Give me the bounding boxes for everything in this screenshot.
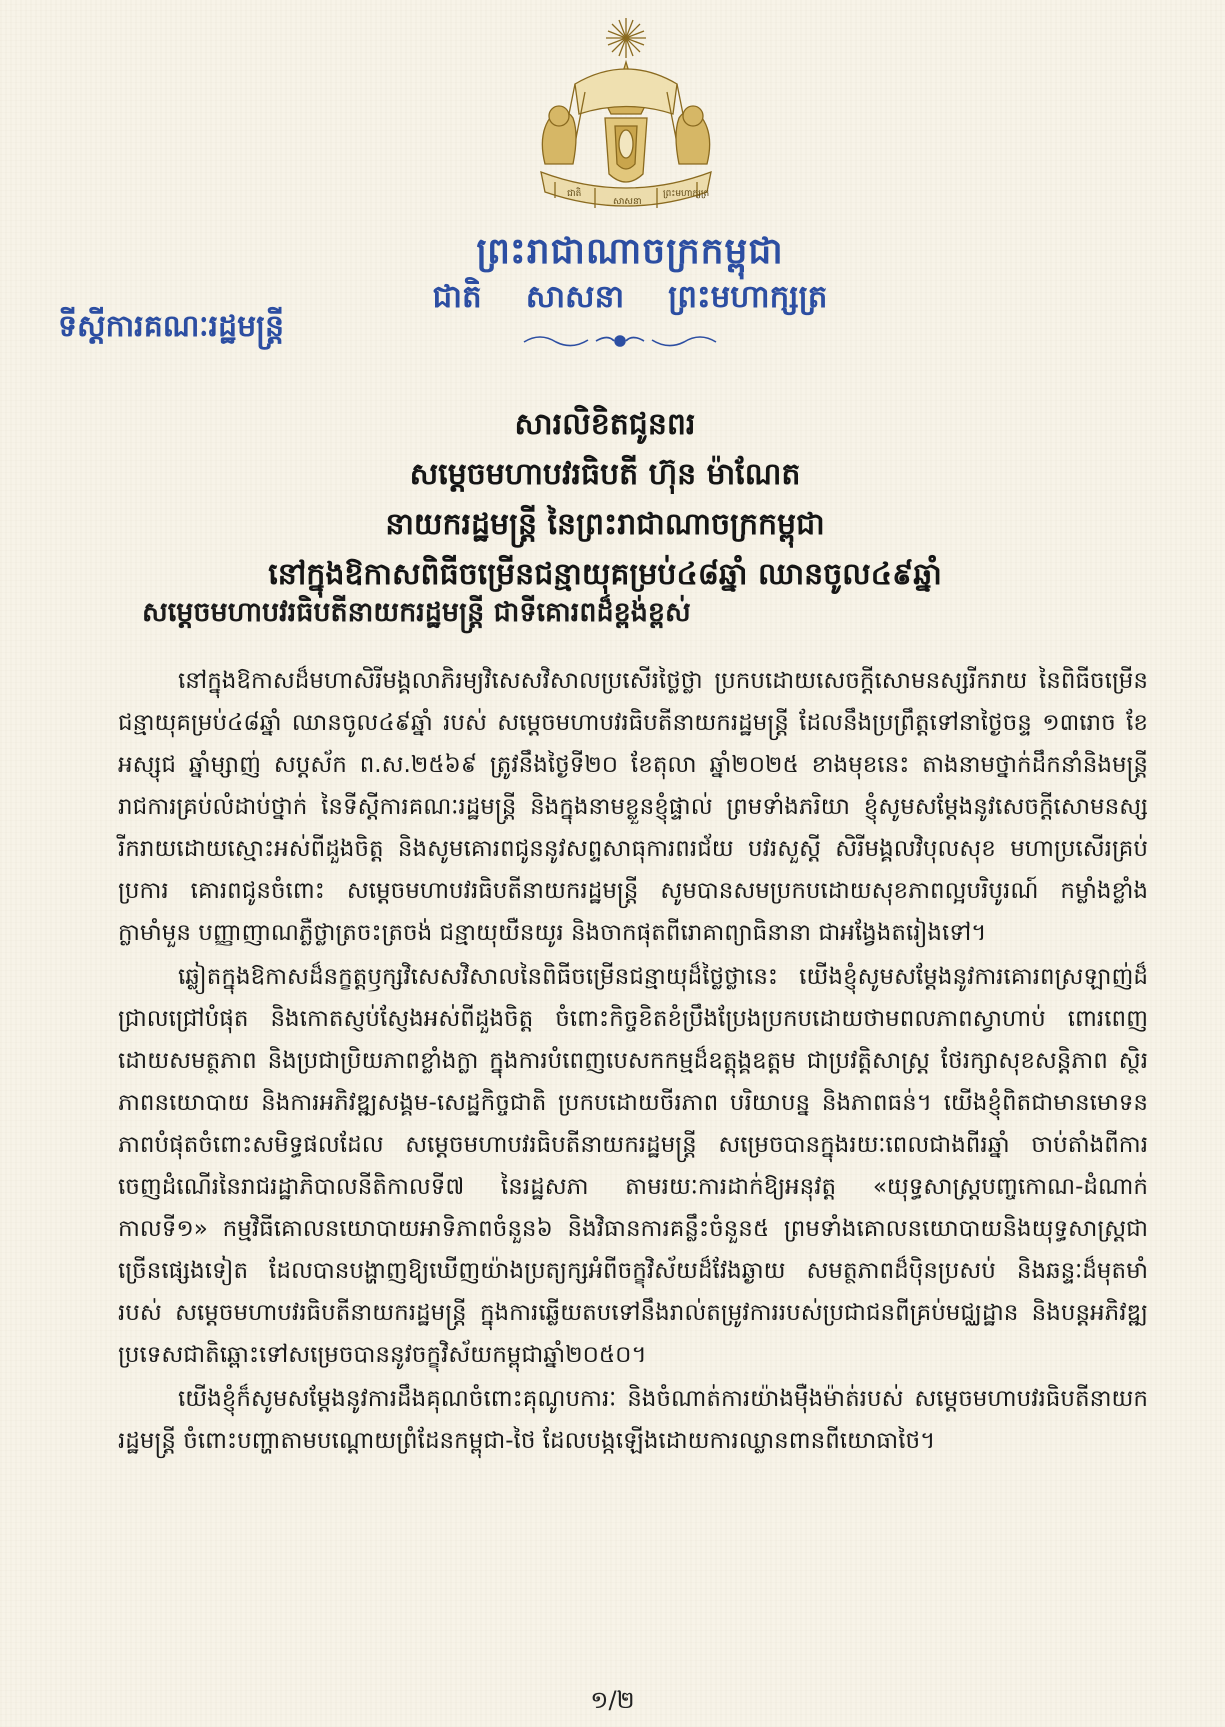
body-paragraph: ឆ្លៀតក្នុងឱកាសដ៏នក្ខត្តឫក្សវិសេសវិសាលនៃពិធីចម្រើនជន្មាយុដ៏ថ្លៃថ្លានេះ យើងខ្ញុំសូមសម្តែងនូវការគោរពស្រឡាញ់ដ៏ជ្រាលជ្រៅបំផុត និងកោតស្ញប់ស្ញែងអស់ពីដួងចិត្ត ចំពោះកិច្ចខិតខំប្រឹងប្រែងប្រកបដោយថាមពលភាពស្វាហាប់ ពោរពេញដោយសមត្ថភាព និងប្រជាប្រិយភាពខ្លាំងក្លា ក្នុងការបំពេញបេសកកម្មដ៏ឧត្តុង្គឧត្តម ជាប្រវត្តិសាស្ត្រ ថែរក្សាសុខសន្តិភាព ស្ថិរភាពនយោបាយ និងការអភិវឌ្ឍសង្គម-សេដ្ឋកិច្ចជាតិ ប្រកបដោយចីរភាព បរិយាបន្ន និងភាពធន់។ យើងខ្ញុំពិតជាមានមោទនភាពបំផុតចំពោះសមិទ្ធផលដែល សម្តេចមហាបវរធិបតីនាយករដ្ឋមន្ត្រី សម្រេចបានក្នុងរយៈពេលជាងពីរឆ្នាំ ចាប់តាំងពីការចេញដំណើរនៃរាជរដ្ឋាភិបាលនីតិកាលទី៧ នៃរដ្ឋសភា តាមរយៈការដាក់ឱ្យអនុវត្ត «យុទ្ធសាស្ត្របញ្ចកោណ-ដំណាក់កាលទី១» កម្មវិធីគោលនយោបាយអាទិភាពចំនួន៦ និងវិធានការគន្លឹះចំនួន៥ ព្រមទាំងគោលនយោបាយនិងយុទ្ធសាស្ត្រជាច្រើនផ្សេងទៀត ដែលបានបង្ហាញឱ្យឃើញយ៉ាងប្រត្យក្សអំពីចក្ខុវិស័យដ៏វែងឆ្ងាយ សមត្ថភាពដ៏ប៉ិនប្រសប់ និងឆន្ទៈដ៏មុតមាំរបស់ សម្តេចមហាបវរធិបតីនាយករដ្ឋមន្ត្រី ក្នុងការឆ្លើយតបទៅនឹងរាល់តម្រូវការរបស់ប្រជាជនពីគ្រប់មជ្ឈដ្ឋាន និងបន្តអភិវឌ្ឍប្រទេសជាតិឆ្ពោះទៅសម្រេចបាននូវចក្ខុវិស័យកម្ពុជាឆ្នាំ២០៥០។ bbox=[118, 964, 1148, 1368]
emblem-banner-text: ព្រះមហាក្សត្រ bbox=[663, 189, 710, 199]
salutation: សម្តេចមហាបវរធិបតីនាយករដ្ឋមន្ត្រី ជាទីគោរពដ៏ខ្ពង់ខ្ពស់ bbox=[142, 597, 691, 628]
page-number: ១/២ bbox=[590, 1686, 635, 1714]
letter-occasion: នៅក្នុងឱកាសពិធីចម្រើនជន្មាយុគម្រប់៤៨ឆ្នាំ ឈានចូល៤៩ឆ្នាំ bbox=[268, 557, 942, 592]
emblem-banner-text: ជាតិ bbox=[567, 189, 582, 199]
issuing-office: ទីស្តីការគណៈរដ្ឋមន្ត្រី bbox=[58, 309, 285, 344]
body-paragraph: នៅក្នុងឱកាសដ៏មហាសិរីមង្គលាភិរម្យវិសេសវិសាលប្រសើរថ្លៃថ្លា ប្រកបដោយសេចក្តីសោមនស្សរីករាយ នៃពិធីចម្រើនជន្មាយុគម្រប់៤៨ឆ្នាំ ឈានចូល៤៩ឆ្នាំ របស់ សម្តេចមហាបវរធិបតីនាយករដ្ឋមន្ត្រី ដែលនឹងប្រព្រឹត្តទៅនាថ្ងៃចន្ទ ១៣រោច ខែអស្សុជ ឆ្នាំម្សាញ់ សប្តស័ក ព.ស.២៥៦៩ ត្រូវនឹងថ្ងៃទី២០ ខែតុលា ឆ្នាំ២០២៥ ខាងមុខនេះ តាងនាមថ្នាក់ដឹកនាំនិងមន្ត្រីរាជការគ្រប់លំដាប់ថ្នាក់ នៃទីស្តីការគណៈរដ្ឋមន្ត្រី និងក្នុងនាមខ្លួនខ្ញុំផ្ទាល់ ព្រមទាំងភរិយា ខ្ញុំសូមសម្តែងនូវសេចក្តីសោមនស្សរីករាយដោយស្មោះអស់ពីដួងចិត្ត និងសូមគោរពជូននូវសព្ទសាធុការពរជ័យ បវរសួស្តី សិរីមង្គលវិបុលសុខ មហាប្រសើរគ្រប់ប្រការ គោរពជូនចំពោះ សម្តេចមហាបវរធិបតីនាយករដ្ឋមន្ត្រី សូមបានសមប្រកបដោយសុខភាពល្អបរិបូរណ៍ កម្លាំងខ្លាំងក្លាមាំមួន បញ្ញាញាណភ្លឺថ្លាត្រចះត្រចង់ ជន្មាយុយឺនយូរ និងចាកផុតពីរោគាព្យាធិនានា ជាអង្វែងតរៀងទៅ។ bbox=[118, 668, 1148, 946]
letter-body bbox=[118, 660, 1148, 1464]
royal-emblem-icon bbox=[515, 14, 737, 224]
header-ornament-icon bbox=[520, 330, 720, 352]
letter-title-block bbox=[180, 400, 1030, 600]
national-motto bbox=[380, 278, 880, 323]
motto-nation: ជាតិ bbox=[432, 279, 482, 315]
letter-recipient: សម្តេចមហាបវរធិបតី ហ៊ុន ម៉ាណែត bbox=[409, 457, 801, 492]
body-paragraph: យើងខ្ញុំក៏សូមសម្តែងនូវការដឹងគុណចំពោះគុណូបការៈ និងចំណាត់ការយ៉ាងម៉ឺងម៉ាត់របស់ សម្តេចមហាបវរធិបតីនាយករដ្ឋមន្ត្រី ចំពោះបញ្ហាតាមបណ្តោយព្រំដែនកម្ពុជា-ថៃ ដែលបង្កឡើងដោយការឈ្លានពានពីយោធាថៃ។ bbox=[118, 1386, 1148, 1454]
kingdom-title: ព្រះរាជាណាចក្រកម្ពុជា bbox=[476, 231, 784, 272]
motto-king: ព្រះមហាក្សត្រ bbox=[668, 279, 828, 315]
emblem-banner-text: សាសនា bbox=[613, 197, 642, 207]
letter-title: សារលិខិតជូនពរ bbox=[514, 407, 696, 442]
motto-religion: សាសនា bbox=[525, 279, 625, 315]
letter-recipient-title: នាយករដ្ឋមន្ត្រី នៃព្រះរាជាណាចក្រកម្ពុជា bbox=[385, 507, 825, 542]
